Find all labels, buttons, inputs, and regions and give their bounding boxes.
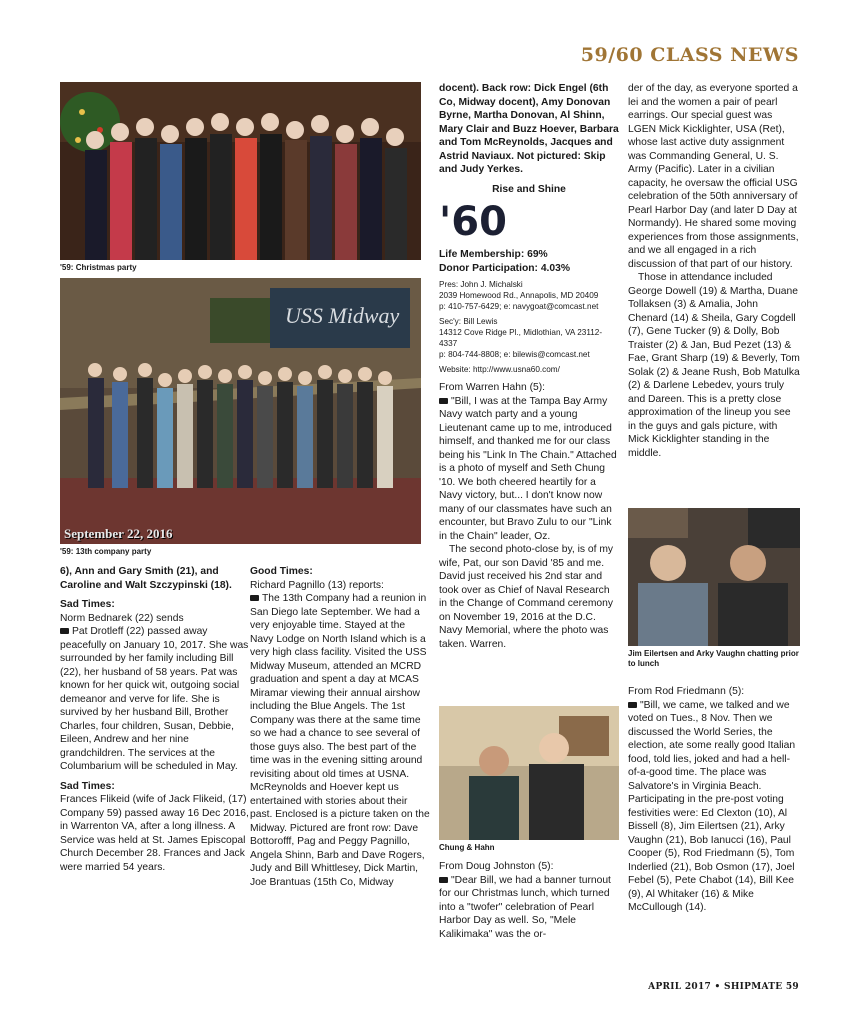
from-friedmann: From Rod Friedmann (5): (628, 686, 745, 697)
mail-icon (250, 595, 259, 601)
section-header: 59/60 CLASS NEWS (580, 44, 799, 66)
johnston-body: "Dear Bill, we had a banner turnout for our Christmas lunch, which turned into a "twofer" celebration of Pearl Harbor Day as well. So, "Mele Kalikimaka" was the or- (439, 874, 611, 940)
date-stamp: September 22, 2016 (64, 526, 173, 541)
class-motto: Rise and Shine (492, 183, 566, 195)
mail-icon (439, 877, 448, 883)
column-4 (628, 82, 800, 460)
christmas-party-caption: '59: Christmas party (60, 263, 137, 272)
friedmann-body: "Bill, we came, we talked and we voted on Tues., 8 Nov. Then we discussed the World Series, the election, ate some really good Italian food, told lies, joked and had a hell-of-a-good time. The place was Salvatore's in Virginia Beach. Participating in the pre-post voting festivities were: Ed Clexton (10), Al Bissell (8), Jim Eilertsen (21), Arky Vaughn (21), Bob Ianucci (16), Paul Cooper (5), Rod Friedmann (5), Tom Inderlied (21), Bob Osmon (17), Joel Febel (5), Pete Chabot (14), Bill Kee (9), Al Whitaker (16) & Mike McCullough (14). (628, 699, 796, 913)
column-3-bottom (439, 860, 619, 941)
life-membership: Life Membership: 69% (439, 249, 548, 260)
eilertsen-vaughn-photo (628, 508, 800, 646)
column-3 (439, 82, 619, 651)
page-footer: APRIL 2017 • SHIPMATE 59 (648, 982, 799, 992)
midway-sign-text: USS Midway (285, 303, 400, 328)
sad-times-heading-2: Sad Times: (60, 780, 115, 792)
chung-hahn-caption: Chung & Hahn (439, 843, 495, 852)
class-website[interactable]: Website: http://www.usna60.com/ (439, 365, 560, 374)
from-hahn: From Warren Hahn (5): (439, 382, 546, 393)
eilertsen-vaughn-caption: Jim Eilertsen and Arky Vaughn chatting prior to lunch (628, 649, 799, 668)
president-name: Pres: John J. Michalski (439, 280, 523, 289)
sad-times-line: Norm Bednarek (22) sends (60, 612, 184, 624)
mail-icon (439, 398, 448, 404)
secretary-contact: p: 804-744-8808; e: bilewis@comcast.net (439, 350, 590, 359)
column-2 (250, 565, 430, 889)
good-times-heading: Good Times: (250, 566, 313, 577)
hahn-body-wrap (439, 395, 619, 544)
president-address: 2039 Homewood Rd., Annapolis, MD 20409 (439, 291, 599, 300)
column-1 (60, 565, 250, 874)
christmas-party-photo (60, 82, 421, 260)
good-times-body-wrap (250, 592, 430, 889)
hahn-body-2: The second photo-close by, is of my wife, Pat, our son David '85 and me. David just received his 2nd star and took over as Chief of Naval Research in the Change of Command ceremony on November 19, 2016 at the D.C. Navy Memorial, where the photo was taken. Warren. (439, 544, 614, 650)
sad-times-body: Pat Drotleff (22) passed away peacefully on January 10, 2017. She was surrounded by her family including Bill (22), her husband of 58 years. Pat was known for her quick wit, outgoing social demeanor and verve for life. She is survived by her husband Bill, Brother Charles, four children, Susan, Debbie, Eileen, Andrew and her nine grandchildren. The services at the Columbarium will be scheduled in May. (60, 626, 249, 772)
col1-paragraph: 6), Ann and Gary Smith (21), and Caroline and Walt Szczypinski (18). (60, 566, 232, 591)
sad-times-body-2: Frances Flikeid (wife of Jack Flikeid, (17) Company 59) passed away 16 Dec 2016, in Warrenton VA, after a long illness. A Service was held at St. James Episcopal Church December 28. Frances and Jack were married 54 years. (60, 794, 249, 873)
column-4-bottom (628, 685, 800, 915)
donor-participation: Donor Participation: 4.03% (439, 262, 571, 274)
sad-times-body-wrap (60, 625, 250, 774)
hahn-body: "Bill, I was at the Tampa Bay Army Navy watch party and a young Lieutenant came up to me, introduced himself, and thanked me for our class being his "Link In The Chain." Attached is a photo of myself and Seth Chung '10. We both cheered heartily for a Navy victory, but... I don't know now many of our classmates have such an encounter, but Bravo Zulu to our "Link in the Chain" leader, Oz. (439, 395, 617, 542)
class-year: '60 (439, 199, 507, 245)
mail-icon (60, 628, 69, 634)
company-party-caption: '59: 13th company party (60, 547, 152, 556)
good-times-body: The 13th Company had a reunion in San Diego late September. We had a very enjoyable time. Stayed at the Navy Lodge on North Island which is a very high class facility. Visited the USS Midway Museum, attended an MCRD graduation and spent a day at MCAS Miramar viewing their annual airshow including the Blue Angels. The 1st Company was there at the same time so we had a chance to see several of those guys also. The best part of the time was in the evening sitting around revisiting about old times at USNA. McReynolds and Hoever kept us entertained with stories about their past. Enclosed is a picture taken on the Midway. Pictured are front row: Dave Bottorofff, Pag and Peggy Pagnillo, Angela Shinn, Barb and Dave Rogers, Judy and Bill Whittlesey, Dick Martin, Joe Brantuas (15th Co, Midway (250, 593, 430, 888)
president-contact: p: 410-757-6429; e: navygoat@comcast.net (439, 302, 599, 311)
chung-hahn-photo (439, 706, 619, 840)
good-times-line: Richard Pagnillo (13) reports: (250, 579, 384, 591)
friedmann-body-wrap (628, 699, 800, 915)
johnston-body-wrap (439, 874, 619, 942)
secretary-address: 14312 Cove Ridge Pl., Midlothian, VA 23112-4337 (439, 328, 603, 348)
col3-continued: docent). Back row: Dick Engel (6th Co, Midway docent), Amy Donovan Byrne, Martha Donovan, Al Shinn, Mary Clair and Buzz Hoever, Barbara and Tom McReynolds, Jacques and Astrid Naviaux. Not pictured: Skip and Judy Yerkes. (439, 83, 619, 175)
company-party-photo (60, 278, 421, 544)
mail-icon (628, 702, 637, 708)
attendance: Those in attendance included George Dowell (19) & Martha, Duane Tollaksen (3) & Amalia, John Chenard (14) & Sheila, Gary Cogdell (7), Gene Tucker (9) & Dolly, Bob Traister (2) & Jan, Bud Pezet (13) & Fae, Grant Sharp (19) & Beverly, Tom Solak (2) & Jeane Rush, Bob Matulka (2) & Darlene Lebedev, yours truly and Dareen. This is a pretty close approximation of the lineup you see in the guys and gals picture, with Mick Kicklighter standing in the middle. (628, 272, 800, 459)
secretary-name: Sec'y: Bill Lewis (439, 317, 498, 326)
from-johnston: From Doug Johnston (5): (439, 861, 554, 872)
sad-times-heading: Sad Times: (60, 599, 115, 610)
col4-continued: der of the day, as everyone sported a lei and the women a pair of pearl earrings. Our special guest was LGEN Mick Kicklighter, USA (Ret), whose last active duty assignment was Commanding General, U. S. Army (Pacific). Later in a civilian capacity, he oversaw the official USG celebration of the 50th anniversary of Pearl Harbor Day (and later D Day at Normandy). He shared some moving experiences from those assignments, and we all engaged in a rich discussion of that part of our history. (628, 83, 799, 270)
